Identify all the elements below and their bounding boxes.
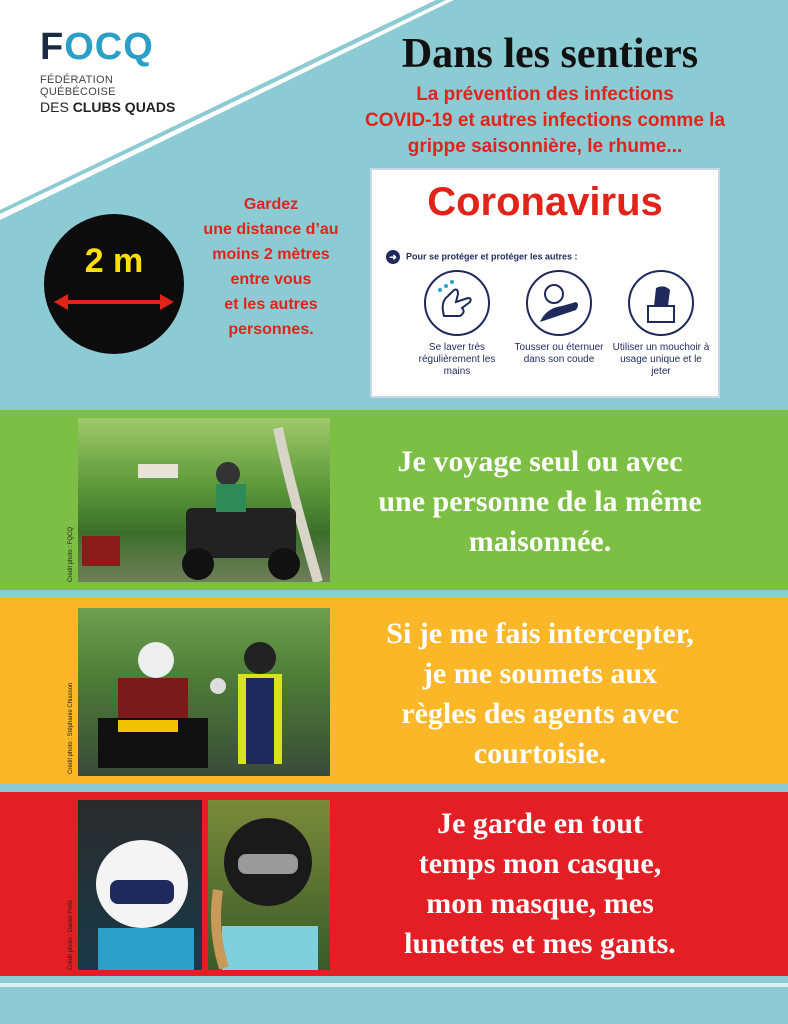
travel-message: Je voyage seul ou avec une personne de la même maisonnée.	[378, 445, 702, 558]
cough-elbow-icon	[526, 270, 592, 336]
distance-circle	[44, 214, 184, 354]
distance-advice: Gardez une distance d’au moins 2 mètres entre vous et les autres personnes.	[203, 196, 339, 338]
tissue-icon	[628, 270, 694, 336]
photo-credit: Crédit photo : Daniel Potts	[68, 899, 74, 970]
coronavirus-intro: ➜ Pour se protéger et protéger les autres :	[386, 250, 578, 264]
double-arrow-icon	[54, 294, 174, 310]
arrow-right-icon: ➜	[386, 250, 400, 264]
photo-credit: Crédit photo : FQCQ	[68, 526, 74, 582]
photo-helmet-black	[208, 800, 330, 970]
photo-helmet-white	[78, 800, 202, 970]
photo-atv-rider	[78, 418, 330, 582]
equipment-message: Je garde en tout temps mon casque, mon masque, mes lunettes et mes gants.	[404, 807, 676, 960]
hand-washing-icon	[424, 270, 490, 336]
photo-agent-check	[78, 608, 330, 776]
footer-divider	[0, 983, 788, 987]
page-title: Dans les sentiers	[401, 31, 699, 77]
distance-label: 2 m	[84, 242, 144, 280]
band-travel	[0, 410, 788, 590]
coronavirus-title: Coronavirus	[427, 180, 663, 224]
logo-line-1: FÉDÉRATION QUÉBÉCOISE	[40, 74, 116, 98]
band-equipment	[0, 792, 788, 976]
cough-elbow-caption: Tousser ou éternuer dans son coude	[514, 342, 604, 365]
photo-credit: Crédit photo : Stéphanie Chiasson	[68, 682, 74, 774]
fqcq-logo	[40, 28, 190, 115]
logo-mark: FOCQ	[40, 26, 154, 68]
logo-line-2: DES CLUBS QUADS	[40, 99, 176, 115]
hand-washing-caption: Se laver très régulièrement les mains	[418, 342, 496, 377]
page-subtitle: La prévention des infections COVID-19 et autres infections comme la grippe saisonnière, le rhume...	[364, 84, 726, 157]
band-interception	[0, 598, 788, 784]
tissue-caption: Utiliser un mouchoir à usage unique et le jeter	[612, 342, 710, 377]
coronavirus-panel	[370, 168, 720, 398]
interception-message: Si je me fais intercepter, je me soumets aux règles des agents avec courtoisie.	[386, 617, 694, 770]
